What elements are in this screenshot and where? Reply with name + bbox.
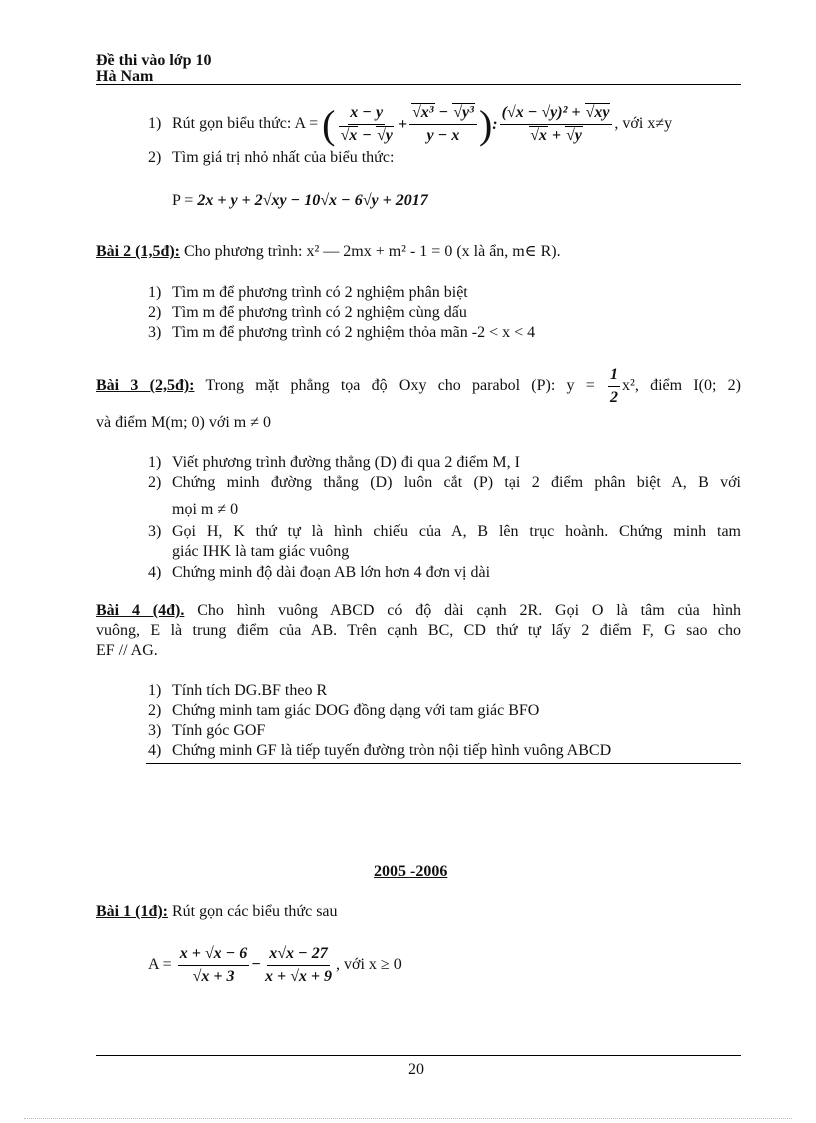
item-text: Tìm m để phương trình có 2 nghiệm cùng dấu [172, 304, 467, 321]
header-subtitle: Hà Nam [96, 68, 154, 85]
b1-p-expression [172, 191, 428, 211]
formula-A2: $\frac{x + √x - 6}{√x + 3}$ − $\frac{x√x - 27}{x + √x + 9}$ [179, 944, 333, 985]
a-label: A = [148, 956, 176, 973]
item-number: 4) [148, 564, 162, 581]
b4-item-3 [148, 721, 265, 741]
b4-intro-2: vuông, E là trung điểm của AB. Trên cạnh BC, CD thứ tự lấy 2 điểm F, G sao cho [96, 622, 741, 639]
b2-intro [96, 242, 561, 262]
b1b-formula-line [148, 943, 402, 987]
b1b-intro [96, 902, 338, 922]
item-number: 3) [148, 523, 162, 540]
b4-item-1 [148, 681, 327, 701]
b3-intro-a: Trong mặt phẳng tọa độ Oxy cho parabol (P): y = [194, 377, 607, 395]
b1-item-1 [148, 101, 673, 147]
page-number: 20 [408, 1061, 424, 1078]
section-rule [146, 763, 741, 764]
b2-item-1 [148, 283, 468, 303]
item-number: 3) [148, 324, 162, 341]
item-number: 2) [148, 474, 162, 491]
b3-item-1 [148, 453, 520, 473]
item-number: 1) [148, 284, 162, 301]
b1-item-2 [148, 148, 394, 168]
item-text: Chứng minh đường thẳng (D) luôn cắt (P) tại 2 điểm phân biệt A, B với [172, 474, 741, 491]
header-title: Đề thi vào lớp 10 [96, 52, 212, 69]
frac-denominator: 2 [610, 389, 619, 406]
item-text: Tìm giá trị nhỏ nhất của biểu thức: [172, 149, 395, 166]
b3-item-4 [148, 563, 490, 583]
b4-intro-1 [96, 601, 741, 621]
b3-title: Bài 3 (2,5đ): [96, 377, 195, 395]
footer-rule [96, 1055, 741, 1056]
b4-line-1: Cho hình vuông ABCD có độ dài cạnh 2R. Gọi O là tâm của hình [184, 602, 742, 619]
b4-item-4 [148, 741, 611, 761]
item-text: Tìm m để phương trình có 2 nghiệm thỏa mãn -2 < x < 4 [172, 324, 536, 341]
p-label: P = [172, 192, 198, 209]
b1b-intro-text: Rút gọn các biểu thức sau [168, 903, 338, 920]
item-text: Chứng minh độ dài đoạn AB lớn hơn 4 đơn vị dài [172, 564, 491, 581]
b3-item-2 [148, 473, 741, 493]
b2-item-2 [148, 303, 467, 323]
item-tail: , với x≠y [614, 115, 673, 133]
item-number: 3) [148, 722, 162, 739]
b1b-tail: , với x ≥ 0 [336, 956, 402, 973]
b3-item-2-cont: mọi m ≠ 0 [172, 501, 239, 518]
item-number: 2) [148, 304, 162, 321]
b4-title: Bài 4 (4đ). [96, 602, 185, 619]
item-text: Chứng minh GF là tiếp tuyến đường tròn nội tiếp hình vuông ABCD [172, 742, 612, 759]
item-text: Tính góc GOF [172, 722, 266, 739]
item-text: Tính tích DG.BF theo R [172, 682, 328, 699]
item-text: Chứng minh tam giác DOG đồng dạng với tam giác BFO [172, 702, 540, 719]
page-edge [24, 1118, 792, 1119]
item-number: 1) [148, 454, 162, 471]
item-text: Rút gọn biểu thức: A = [172, 115, 323, 133]
year-heading: 2005 -2006 [374, 863, 448, 880]
item-number: 1) [148, 682, 162, 699]
b3-intro [96, 366, 741, 407]
item-number: 2) [148, 702, 162, 719]
b3-item-3-cont: giác IHK là tam giác vuông [172, 543, 350, 560]
formula-A: ( $\frac{x - y}{√x - √y}$ + $\frac{\text{√x³ − √y³}}{y - x}$ ) : $\frac{\text{(√x − √y)² + √xy}}{√x + √y}$ [322, 104, 614, 145]
header-rule [96, 84, 741, 85]
b2-title: Bài 2 (1,5đ): [96, 243, 180, 260]
b4-intro-3: EF // AG. [96, 642, 158, 659]
item-number: 4) [148, 742, 162, 759]
b2-intro-text: Cho phương trình: x² — 2mx + m² - 1 = 0 (x là ẩn, m∈ R). [180, 243, 561, 260]
b3-intro-b: x², điểm I(0; 2) [622, 377, 742, 395]
item-number: 1) [148, 115, 162, 133]
item-text: Gọi H, K thứ tự là hình chiếu của A, B lên trục hoành. Chứng minh tam [172, 523, 741, 540]
item-text: Viết phương trình đường thẳng (D) đi qua 2 điểm M, I [172, 454, 520, 471]
b3-intro-2: và điểm M(m; 0) với m ≠ 0 [96, 414, 271, 431]
b1b-title: Bài 1 (1đ): [96, 903, 168, 920]
item-number: 2) [148, 149, 162, 166]
b3-item-3 [148, 522, 741, 542]
b4-item-2 [148, 701, 539, 721]
p-formula: 2x + y + 2√xy − 10√x − 6√y + 2017 [197, 192, 428, 209]
frac-numerator: 1 [608, 366, 620, 387]
b3-fraction [608, 366, 620, 407]
b2-item-3 [148, 323, 535, 343]
item-text: Tìm m để phương trình có 2 nghiệm phân biệt [172, 284, 468, 301]
